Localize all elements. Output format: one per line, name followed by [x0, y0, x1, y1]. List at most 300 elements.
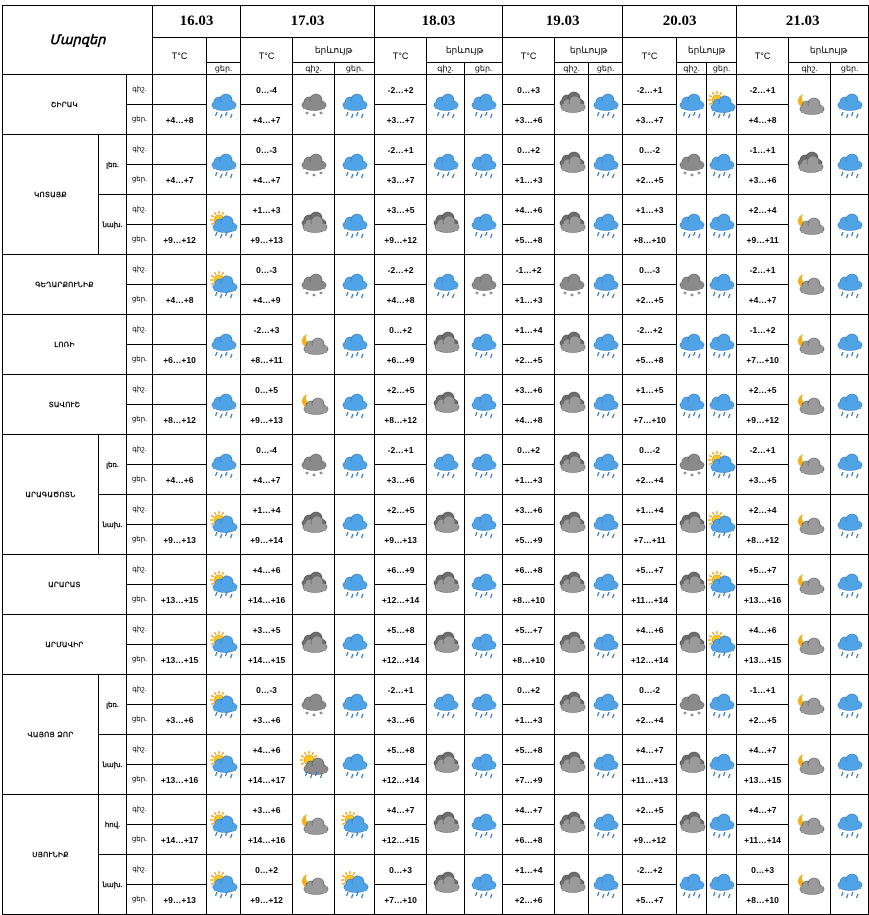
temperature-cell: +1…+3 — [503, 465, 555, 495]
sun-rain-icon — [209, 212, 239, 238]
night-subheader: գիշ. — [427, 63, 465, 75]
weather-cell — [555, 855, 589, 915]
weather-cell — [335, 495, 375, 555]
weather-cell — [589, 735, 623, 795]
overcast-cloud-icon — [299, 212, 329, 238]
temperature-cell: +4…+8 — [153, 285, 207, 315]
temperature-cell: +2…+4 — [737, 495, 789, 525]
rain-cloud-icon — [677, 212, 707, 238]
weather-cell — [789, 735, 831, 795]
weather-cell — [427, 675, 465, 735]
svg-text:*: * — [683, 290, 687, 298]
temperature-cell: +2…+5 — [503, 345, 555, 375]
sun-rain-icon — [209, 512, 239, 538]
rain-cloud-icon — [340, 272, 370, 298]
weather-cell — [831, 255, 869, 315]
temperature-cell: +5…+8 — [503, 735, 555, 765]
weather-cell — [555, 435, 589, 495]
weather-cell — [207, 375, 241, 435]
temperature-cell: +12…+14 — [375, 765, 427, 795]
weather-cell — [465, 255, 503, 315]
weather-cell — [465, 735, 503, 795]
weather-cell — [707, 315, 737, 375]
temperature-cell: +5…+9 — [503, 525, 555, 555]
temperature-cell: +4…+6 — [241, 555, 293, 585]
rain-cloud-icon — [707, 692, 737, 718]
temperature-cell: +1…+4 — [503, 855, 555, 885]
rain-cloud-icon — [340, 692, 370, 718]
temperature-cell: +6…+10 — [153, 345, 207, 375]
rain-cloud-icon — [340, 392, 370, 418]
temp-header: T°C — [737, 38, 789, 75]
temperature-cell: +14…+16 — [241, 585, 293, 615]
weather-cell — [677, 615, 707, 675]
day-subheader: ցեր. — [831, 63, 869, 75]
weather-cell — [293, 375, 335, 435]
temperature-cell: +9…+12 — [623, 825, 677, 855]
temperature-cell: +4…+6 — [153, 465, 207, 495]
rain-cloud-icon — [340, 632, 370, 658]
weather-cell — [293, 675, 335, 735]
temperature-cell: +14…+16 — [241, 825, 293, 855]
temperature-cell: +4…+8 — [153, 105, 207, 135]
weather-header: երևույթ — [789, 38, 869, 63]
weather-cell — [555, 735, 589, 795]
day-label: ցեր. — [127, 585, 153, 615]
rain-cloud-icon — [707, 212, 737, 238]
svg-text:*: * — [570, 292, 574, 300]
weather-cell — [707, 615, 737, 675]
moon-cloud-icon — [795, 92, 825, 118]
rain-cloud-icon — [835, 572, 865, 598]
temperature-cell: +2…+6 — [503, 885, 555, 915]
weather-cell — [589, 135, 623, 195]
rain-cloud-icon — [591, 572, 621, 598]
temperature-cell: +4…+9 — [241, 285, 293, 315]
snow-cloud-icon — [299, 272, 329, 298]
overcast-cloud-icon — [431, 572, 461, 598]
rain-cloud-icon — [469, 512, 499, 538]
weather-cell — [427, 255, 465, 315]
rain-cloud-icon — [209, 392, 239, 418]
temperature-cell: +13…+16 — [153, 765, 207, 795]
rain-cloud-icon — [835, 632, 865, 658]
svg-text:*: * — [319, 290, 323, 298]
rain-cloud-icon — [835, 752, 865, 778]
weather-cell — [789, 75, 831, 135]
temperature-cell: +4…+6 — [623, 615, 677, 645]
region-name: ՏԱՎՈՒՇ — [3, 375, 127, 435]
rain-cloud-icon — [469, 392, 499, 418]
temperature-cell: -2…+1 — [375, 675, 427, 705]
overcast-cloud-icon — [557, 212, 587, 238]
region-name: ԱՐԱՐԱՏ — [3, 555, 127, 615]
rain-cloud-icon — [707, 272, 737, 298]
rain-cloud-icon — [340, 332, 370, 358]
rain-cloud-icon — [431, 272, 461, 298]
temperature-cell: +5…+8 — [503, 225, 555, 255]
svg-text:*: * — [305, 470, 309, 478]
rain-cloud-icon — [431, 92, 461, 118]
weather-cell — [427, 615, 465, 675]
svg-text:*: * — [319, 470, 323, 478]
temperature-cell: -2…+1 — [737, 255, 789, 285]
rain-cloud-icon — [677, 392, 707, 418]
rain-cloud-icon — [469, 572, 499, 598]
temperature-cell: +13…+16 — [737, 585, 789, 615]
weather-cell — [789, 375, 831, 435]
moon-cloud-icon — [795, 212, 825, 238]
weather-cell — [589, 435, 623, 495]
temperature-cell: +11…+13 — [623, 765, 677, 795]
weather-cell — [465, 675, 503, 735]
weather-cell — [831, 495, 869, 555]
weather-cell — [707, 555, 737, 615]
date-header: 19.03 — [503, 6, 623, 38]
weather-cell — [707, 675, 737, 735]
svg-text:*: * — [690, 712, 694, 720]
rain-cloud-icon — [707, 812, 737, 838]
svg-text:*: * — [475, 290, 479, 298]
snow-cloud-icon — [677, 152, 707, 178]
overcast-cloud-icon — [557, 872, 587, 898]
snow-cloud-icon — [677, 692, 707, 718]
table-row — [3, 615, 869, 645]
temperature-cell: +2…+5 — [737, 705, 789, 735]
weather-cell — [427, 795, 465, 855]
rain-cloud-icon — [591, 452, 621, 478]
weather-cell — [789, 675, 831, 735]
weather-cell — [207, 855, 241, 915]
snow-cloud-icon — [299, 692, 329, 718]
sun-rain-icon — [209, 872, 239, 898]
svg-text:*: * — [312, 712, 316, 720]
day-label: ցեր. — [127, 645, 153, 675]
date-header: 18.03 — [375, 6, 503, 38]
temp-header: T°C — [153, 38, 207, 75]
svg-text:*: * — [683, 470, 687, 478]
rain-cloud-icon — [431, 452, 461, 478]
svg-text:*: * — [690, 472, 694, 480]
weather-cell — [427, 75, 465, 135]
weather-cell — [293, 75, 335, 135]
weather-cell — [465, 375, 503, 435]
table-row — [3, 375, 869, 405]
zone-label: նախ. — [99, 855, 127, 915]
weather-header: երևույթ — [677, 38, 737, 63]
weather-cell — [789, 615, 831, 675]
svg-text:*: * — [489, 290, 493, 298]
temperature-cell: +11…+14 — [623, 585, 677, 615]
rain-cloud-icon — [677, 92, 707, 118]
temperature-cell: +1…+3 — [503, 705, 555, 735]
rain-cloud-icon — [591, 632, 621, 658]
night-label: գիշ. — [127, 195, 153, 225]
temperature-cell — [153, 375, 207, 405]
weather-cell — [293, 855, 335, 915]
temperature-cell — [153, 255, 207, 285]
sun-cloud-icon — [299, 752, 329, 778]
date-header: 20.03 — [623, 6, 737, 38]
temperature-cell: +7…+11 — [623, 525, 677, 555]
temperature-cell — [153, 735, 207, 765]
rain-cloud-icon — [340, 92, 370, 118]
moon-cloud-icon — [299, 872, 329, 898]
weather-cell — [207, 555, 241, 615]
temperature-cell: +13…+15 — [153, 645, 207, 675]
rain-cloud-icon — [707, 152, 737, 178]
day-label: ցեր. — [127, 345, 153, 375]
weather-cell — [677, 735, 707, 795]
weather-cell — [293, 255, 335, 315]
weather-cell — [465, 555, 503, 615]
table-row — [3, 855, 869, 885]
temperature-cell: 0…+2 — [503, 135, 555, 165]
temperature-cell — [153, 195, 207, 225]
weather-cell — [831, 195, 869, 255]
weather-cell — [427, 555, 465, 615]
overcast-cloud-icon — [299, 572, 329, 598]
overcast-cloud-icon — [431, 812, 461, 838]
temperature-cell: 0…-4 — [241, 435, 293, 465]
rain-cloud-icon — [591, 812, 621, 838]
weather-cell — [335, 735, 375, 795]
night-label: գիշ. — [127, 495, 153, 525]
moon-cloud-icon — [795, 572, 825, 598]
weather-cell — [589, 855, 623, 915]
weather-cell — [707, 135, 737, 195]
temperature-cell: +7…+10 — [375, 885, 427, 915]
weather-cell — [831, 675, 869, 735]
weather-cell — [555, 555, 589, 615]
region-name: ԿՈՏԱՅՔ — [3, 135, 99, 255]
svg-text:*: * — [697, 290, 701, 298]
temperature-cell — [153, 75, 207, 105]
moon-cloud-icon — [795, 272, 825, 298]
date-header: 16.03 — [153, 6, 241, 38]
region-name: ԼՈՌԻ — [3, 315, 127, 375]
temperature-cell: +6…+9 — [375, 555, 427, 585]
night-label: գիշ. — [127, 135, 153, 165]
rain-cloud-icon — [591, 152, 621, 178]
temperature-cell: +5…+8 — [375, 615, 427, 645]
overcast-cloud-icon — [557, 752, 587, 778]
temperature-cell: +11…+14 — [737, 825, 789, 855]
svg-text:*: * — [319, 170, 323, 178]
temperature-cell: +4…+6 — [737, 615, 789, 645]
temperature-cell: 0…-2 — [623, 675, 677, 705]
rain-cloud-icon — [340, 572, 370, 598]
weather-cell — [555, 615, 589, 675]
temperature-cell: +1…+5 — [623, 375, 677, 405]
weather-cell — [207, 255, 241, 315]
temperature-cell: +3…+6 — [241, 795, 293, 825]
weather-cell — [589, 615, 623, 675]
snow-cloud-icon — [677, 272, 707, 298]
night-label: գիշ. — [127, 555, 153, 585]
temperature-cell: +3…+6 — [503, 495, 555, 525]
rain-cloud-icon — [591, 272, 621, 298]
rain-cloud-icon — [340, 512, 370, 538]
temperature-cell: 0…+3 — [503, 75, 555, 105]
temperature-cell: +3…+6 — [241, 705, 293, 735]
svg-text:*: * — [305, 290, 309, 298]
snow-cloud-icon — [299, 92, 329, 118]
temp-header: T°C — [623, 38, 677, 75]
rain-cloud-icon — [835, 152, 865, 178]
temperature-cell — [153, 855, 207, 885]
temperature-cell: +3…+7 — [375, 105, 427, 135]
night-label: գիշ. — [127, 795, 153, 825]
zone-label: հով. — [99, 795, 127, 855]
weather-cell — [465, 795, 503, 855]
temperature-cell: 0…+5 — [241, 375, 293, 405]
temperature-cell: +4…+7 — [375, 795, 427, 825]
temperature-cell: +9…+12 — [153, 225, 207, 255]
temperature-cell: +9…+14 — [241, 525, 293, 555]
temperature-cell: +14…+17 — [153, 825, 207, 855]
weather-cell — [427, 855, 465, 915]
temperature-cell: -1…+2 — [737, 315, 789, 345]
day-label: ցեր. — [127, 405, 153, 435]
rain-cloud-icon — [707, 752, 737, 778]
svg-text:*: * — [690, 292, 694, 300]
weather-cell — [589, 75, 623, 135]
temperature-cell: +2…+5 — [623, 795, 677, 825]
weather-cell — [555, 495, 589, 555]
temperature-cell: +7…+10 — [737, 345, 789, 375]
rain-cloud-icon — [835, 872, 865, 898]
rain-cloud-icon — [835, 92, 865, 118]
sun-rain-icon — [340, 812, 370, 838]
temperature-cell: +8…+10 — [737, 885, 789, 915]
temperature-cell: +4…+7 — [153, 165, 207, 195]
day-subheader: ցեր. — [465, 63, 503, 75]
temperature-cell: 0…-3 — [241, 135, 293, 165]
rain-cloud-icon — [591, 752, 621, 778]
table-row — [3, 795, 869, 825]
day-label: ցեր. — [127, 525, 153, 555]
rain-cloud-icon — [469, 332, 499, 358]
rain-cloud-icon — [469, 152, 499, 178]
weather-cell — [707, 195, 737, 255]
weather-cell — [707, 495, 737, 555]
rain-cloud-icon — [591, 212, 621, 238]
weather-cell — [677, 435, 707, 495]
day-label: ցեր. — [127, 285, 153, 315]
zone-label: նախ. — [99, 195, 127, 255]
weather-cell — [207, 735, 241, 795]
table-row — [3, 315, 869, 345]
weather-cell — [555, 135, 589, 195]
weather-cell — [789, 795, 831, 855]
svg-text:*: * — [683, 710, 687, 718]
day-subheader: ցեր. — [707, 63, 737, 75]
overcast-cloud-icon — [557, 452, 587, 478]
temperature-cell: -2…+2 — [375, 75, 427, 105]
weather-cell — [707, 855, 737, 915]
weather-cell — [465, 495, 503, 555]
temperature-cell: +2…+5 — [375, 495, 427, 525]
temperature-cell: +4…+7 — [737, 285, 789, 315]
weather-cell — [555, 75, 589, 135]
temperature-cell: +13…+15 — [737, 765, 789, 795]
weather-cell — [831, 315, 869, 375]
weather-cell — [427, 315, 465, 375]
weather-cell — [207, 135, 241, 195]
weather-cell — [293, 135, 335, 195]
night-label: գիշ. — [127, 255, 153, 285]
weather-cell — [789, 855, 831, 915]
temperature-cell: +1…+3 — [503, 165, 555, 195]
temperature-cell: 0…+2 — [503, 435, 555, 465]
region-name: ՎԱՅՈՑ ՁՈՐ — [3, 675, 99, 795]
temperature-cell: 0…+3 — [737, 855, 789, 885]
region-name: ԱՐԱԳԱԾՈՏՆ — [3, 435, 99, 555]
zone-label: լեռ. — [99, 435, 127, 495]
zone-label: նախ. — [99, 495, 127, 555]
zone-label: նախ. — [99, 735, 127, 795]
weather-cell — [589, 495, 623, 555]
overcast-cloud-icon — [557, 152, 587, 178]
temperature-cell: -2…+1 — [737, 435, 789, 465]
rain-cloud-icon — [469, 452, 499, 478]
temperature-cell: +2…+5 — [375, 375, 427, 405]
temperature-cell: -2…+2 — [375, 255, 427, 285]
weather-cell — [555, 195, 589, 255]
temperature-cell: 0…-3 — [241, 255, 293, 285]
moon-cloud-icon — [795, 452, 825, 478]
temperature-cell: -2…+1 — [375, 435, 427, 465]
rain-cloud-icon — [340, 452, 370, 478]
weather-header: երևույթ — [427, 38, 503, 63]
sun-rain-icon — [209, 572, 239, 598]
weather-cell — [427, 435, 465, 495]
sun-rain-icon — [707, 632, 737, 658]
temperature-cell: -2…+1 — [737, 75, 789, 105]
temperature-cell: +3…+6 — [503, 105, 555, 135]
overcast-cloud-icon — [557, 632, 587, 658]
weather-cell — [335, 255, 375, 315]
temperature-cell: +9…+13 — [241, 405, 293, 435]
table-row — [3, 75, 869, 105]
temperature-cell: +1…+4 — [503, 315, 555, 345]
svg-text:*: * — [563, 290, 567, 298]
weather-cell — [293, 615, 335, 675]
weather-cell — [293, 495, 335, 555]
night-label: գիշ. — [127, 735, 153, 765]
temperature-cell: +1…+3 — [623, 195, 677, 225]
rain-cloud-icon — [591, 692, 621, 718]
svg-text:*: * — [697, 710, 701, 718]
overcast-cloud-icon — [677, 812, 707, 838]
weather-cell — [677, 795, 707, 855]
date-header: 17.03 — [241, 6, 375, 38]
temperature-cell: +4…+6 — [241, 735, 293, 765]
temperature-cell: 0…+2 — [503, 675, 555, 705]
rain-cloud-icon — [707, 392, 737, 418]
temperature-cell: -1…+1 — [737, 135, 789, 165]
weather-cell — [465, 615, 503, 675]
weather-cell — [335, 75, 375, 135]
weather-cell — [207, 615, 241, 675]
weather-cell — [831, 135, 869, 195]
temperature-cell: -2…+1 — [375, 135, 427, 165]
weather-cell — [831, 855, 869, 915]
table-row — [3, 495, 869, 525]
temperature-cell — [153, 135, 207, 165]
moon-cloud-icon — [299, 812, 329, 838]
